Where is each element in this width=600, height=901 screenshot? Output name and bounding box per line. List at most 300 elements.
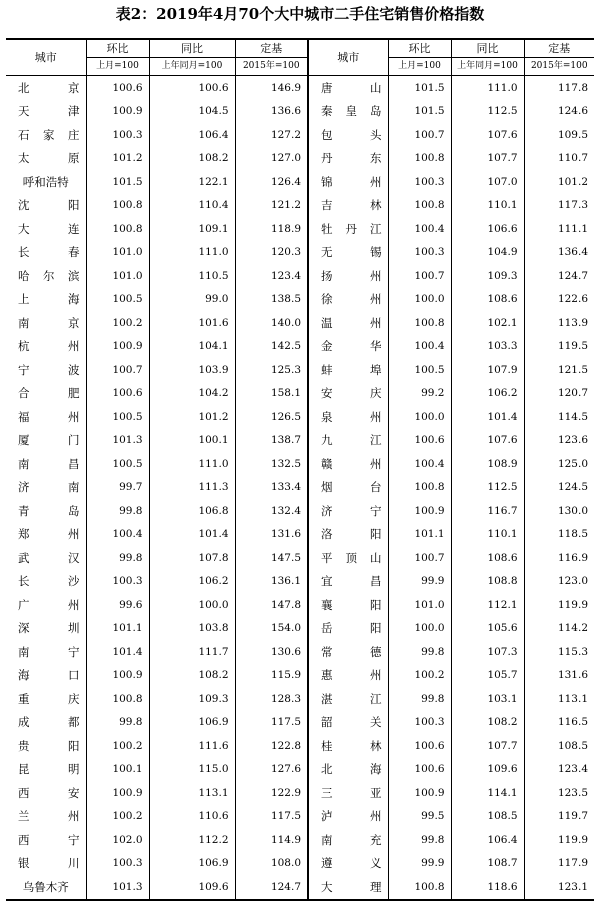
base-index: 116.9 <box>524 546 594 570</box>
city-name: 杭 州 <box>18 339 80 354</box>
table-row <box>6 687 594 711</box>
table-row <box>6 311 594 335</box>
yoy-index: 111.6 <box>149 734 235 758</box>
yoy-index: 108.8 <box>451 570 524 594</box>
city-name: 西 安 <box>18 785 80 800</box>
mom-index: 100.9 <box>388 781 451 805</box>
city-name: 吉 林 <box>308 194 388 218</box>
mom-index: 101.0 <box>86 264 149 288</box>
city-name: 宜 昌 <box>308 570 388 594</box>
base-index: 158.1 <box>235 382 308 406</box>
base-index: 117.9 <box>524 852 594 876</box>
base-index: 127.0 <box>235 147 308 171</box>
table-row <box>6 123 594 147</box>
base-index: 119.7 <box>524 805 594 829</box>
yoy-index: 100.0 <box>149 593 235 617</box>
header-city: 城市 <box>308 39 388 76</box>
base-index: 114.9 <box>235 828 308 852</box>
base-index: 126.5 <box>235 405 308 429</box>
table-row <box>6 429 594 453</box>
city-name: 石家庄 <box>18 127 80 142</box>
mom-index: 100.8 <box>86 217 149 241</box>
table-header <box>6 39 594 76</box>
yoy-index: 105.7 <box>451 664 524 688</box>
city-name: 锦 州 <box>308 170 388 194</box>
mom-index: 100.6 <box>388 758 451 782</box>
base-index: 123.4 <box>524 758 594 782</box>
yoy-index: 113.1 <box>149 781 235 805</box>
base-index: 132.4 <box>235 499 308 523</box>
yoy-index: 111.0 <box>149 241 235 265</box>
mom-index: 99.8 <box>86 546 149 570</box>
base-index: 119.9 <box>524 593 594 617</box>
base-index: 138.5 <box>235 288 308 312</box>
yoy-index: 118.6 <box>451 875 524 900</box>
table-row <box>6 476 594 500</box>
yoy-index: 111.0 <box>451 76 524 100</box>
table-row <box>6 570 594 594</box>
yoy-index: 114.1 <box>451 781 524 805</box>
mom-index: 100.8 <box>388 194 451 218</box>
mom-index: 100.9 <box>86 664 149 688</box>
header-base: 定基 <box>235 39 308 58</box>
yoy-index: 106.9 <box>149 711 235 735</box>
yoy-index: 101.6 <box>149 311 235 335</box>
city-name: 北 京 <box>18 80 80 95</box>
city-name: 襄 阳 <box>308 593 388 617</box>
table-row <box>6 358 594 382</box>
yoy-index: 104.5 <box>149 100 235 124</box>
city-name: 平顶山 <box>308 546 388 570</box>
mom-index: 101.0 <box>388 593 451 617</box>
base-index: 127.6 <box>235 758 308 782</box>
city-name: 厦 门 <box>18 433 80 448</box>
table-row <box>6 805 594 829</box>
city-name: 贵 阳 <box>18 738 80 753</box>
yoy-index: 122.1 <box>149 170 235 194</box>
base-index: 136.6 <box>235 100 308 124</box>
yoy-index: 106.4 <box>149 123 235 147</box>
mom-index: 99.5 <box>388 805 451 829</box>
base-index: 118.9 <box>235 217 308 241</box>
yoy-index: 110.1 <box>451 523 524 547</box>
base-index: 118.5 <box>524 523 594 547</box>
yoy-index: 107.6 <box>451 429 524 453</box>
city-name: 金 华 <box>308 335 388 359</box>
table-row <box>6 617 594 641</box>
base-index: 114.2 <box>524 617 594 641</box>
mom-index: 100.2 <box>86 734 149 758</box>
city-name: 沈 阳 <box>18 198 80 213</box>
base-index: 124.5 <box>524 476 594 500</box>
mom-index: 100.4 <box>388 335 451 359</box>
city-name: 南 宁 <box>18 644 80 659</box>
city-name: 银 川 <box>18 856 80 871</box>
base-index: 117.5 <box>235 805 308 829</box>
base-index: 121.2 <box>235 194 308 218</box>
base-index: 131.6 <box>235 523 308 547</box>
base-index: 123.6 <box>524 429 594 453</box>
base-index: 132.5 <box>235 452 308 476</box>
yoy-index: 109.1 <box>149 217 235 241</box>
base-index: 115.9 <box>235 664 308 688</box>
base-index: 130.6 <box>235 640 308 664</box>
table-row <box>6 194 594 218</box>
base-index: 138.7 <box>235 429 308 453</box>
table-row <box>6 875 594 900</box>
base-index: 122.9 <box>235 781 308 805</box>
mom-index: 101.5 <box>86 170 149 194</box>
mom-index: 100.4 <box>388 217 451 241</box>
mom-index: 99.8 <box>86 711 149 735</box>
mom-index: 101.4 <box>86 640 149 664</box>
yoy-index: 105.6 <box>451 617 524 641</box>
table-row <box>6 100 594 124</box>
mom-index: 100.3 <box>86 852 149 876</box>
base-index: 123.4 <box>235 264 308 288</box>
table-row <box>6 382 594 406</box>
city-name: 秦皇岛 <box>308 100 388 124</box>
base-index: 146.9 <box>235 76 308 100</box>
base-index: 122.8 <box>235 734 308 758</box>
base-index: 125.3 <box>235 358 308 382</box>
table-row <box>6 523 594 547</box>
city-name: 三 亚 <box>308 781 388 805</box>
base-index: 113.9 <box>524 311 594 335</box>
mom-index: 100.8 <box>86 687 149 711</box>
mom-index: 99.7 <box>86 476 149 500</box>
city-name: 乌鲁木齐 <box>22 879 69 894</box>
mom-index: 100.7 <box>86 358 149 382</box>
mom-index: 100.7 <box>388 546 451 570</box>
mom-index: 100.0 <box>388 288 451 312</box>
yoy-index: 111.7 <box>149 640 235 664</box>
table-row <box>6 335 594 359</box>
city-name: 北 海 <box>308 758 388 782</box>
base-index: 119.9 <box>524 828 594 852</box>
base-index: 127.2 <box>235 123 308 147</box>
mom-index: 100.8 <box>388 147 451 171</box>
city-name: 桂 林 <box>308 734 388 758</box>
city-name: 温 州 <box>308 311 388 335</box>
mom-index: 102.0 <box>86 828 149 852</box>
table-row <box>6 758 594 782</box>
base-index: 108.5 <box>524 734 594 758</box>
table-row <box>6 499 594 523</box>
mom-index: 100.8 <box>86 194 149 218</box>
yoy-index: 107.0 <box>451 170 524 194</box>
city-name: 广 州 <box>18 597 80 612</box>
city-name: 海 口 <box>18 668 80 683</box>
mom-index: 100.3 <box>86 123 149 147</box>
yoy-index: 112.5 <box>451 476 524 500</box>
city-name: 烟 台 <box>308 476 388 500</box>
yoy-index: 100.6 <box>149 76 235 100</box>
mom-index: 99.8 <box>388 687 451 711</box>
city-name: 济 宁 <box>308 499 388 523</box>
city-name: 蚌 埠 <box>308 358 388 382</box>
base-index: 120.7 <box>524 382 594 406</box>
header-mom-sub: 上月=100 <box>86 58 149 76</box>
mom-index: 100.2 <box>388 664 451 688</box>
mom-index: 99.2 <box>388 382 451 406</box>
mom-index: 100.3 <box>388 241 451 265</box>
mom-index: 100.7 <box>388 264 451 288</box>
city-name: 常 德 <box>308 640 388 664</box>
header-base: 定基 <box>524 39 594 58</box>
base-index: 133.4 <box>235 476 308 500</box>
table-body <box>6 76 594 900</box>
table-row <box>6 664 594 688</box>
mom-index: 99.9 <box>388 570 451 594</box>
mom-index: 100.6 <box>388 429 451 453</box>
base-index: 117.8 <box>524 76 594 100</box>
base-index: 122.6 <box>524 288 594 312</box>
base-index: 109.5 <box>524 123 594 147</box>
city-name: 兰 州 <box>18 809 80 824</box>
city-name: 丹 东 <box>308 147 388 171</box>
table-row <box>6 828 594 852</box>
yoy-index: 108.9 <box>451 452 524 476</box>
yoy-index: 106.2 <box>149 570 235 594</box>
base-index: 131.6 <box>524 664 594 688</box>
table-row <box>6 852 594 876</box>
city-name: 济 南 <box>18 480 80 495</box>
yoy-index: 112.2 <box>149 828 235 852</box>
header-city: 城市 <box>6 39 86 76</box>
mom-index: 100.7 <box>388 123 451 147</box>
base-index: 125.0 <box>524 452 594 476</box>
yoy-index: 106.4 <box>451 828 524 852</box>
mom-index: 100.9 <box>86 335 149 359</box>
base-index: 128.3 <box>235 687 308 711</box>
mom-index: 100.3 <box>388 170 451 194</box>
city-name: 郑 州 <box>18 527 80 542</box>
table-row <box>6 711 594 735</box>
base-index: 124.6 <box>524 100 594 124</box>
header-yoy: 同比 <box>451 39 524 58</box>
city-name: 南 充 <box>308 828 388 852</box>
base-index: 119.5 <box>524 335 594 359</box>
base-index: 124.7 <box>235 875 308 900</box>
yoy-index: 107.6 <box>451 123 524 147</box>
base-index: 126.4 <box>235 170 308 194</box>
city-name: 韶 关 <box>308 711 388 735</box>
yoy-index: 106.6 <box>451 217 524 241</box>
yoy-index: 109.3 <box>451 264 524 288</box>
yoy-index: 107.7 <box>451 734 524 758</box>
base-index: 142.5 <box>235 335 308 359</box>
yoy-index: 107.9 <box>451 358 524 382</box>
city-name: 安 庆 <box>308 382 388 406</box>
table-row <box>6 217 594 241</box>
mom-index: 100.5 <box>86 405 149 429</box>
yoy-index: 104.9 <box>451 241 524 265</box>
yoy-index: 112.5 <box>451 100 524 124</box>
table-row <box>6 241 594 265</box>
mom-index: 101.2 <box>86 147 149 171</box>
base-index: 123.0 <box>524 570 594 594</box>
yoy-index: 115.0 <box>149 758 235 782</box>
yoy-index: 101.2 <box>149 405 235 429</box>
header-yoy-sub: 上年同月=100 <box>451 58 524 76</box>
city-name: 岳 阳 <box>308 617 388 641</box>
city-name: 南 昌 <box>18 456 80 471</box>
yoy-index: 107.8 <box>149 546 235 570</box>
yoy-index: 106.9 <box>149 852 235 876</box>
city-name: 宁 波 <box>18 362 80 377</box>
mom-index: 101.3 <box>86 875 149 900</box>
base-index: 116.5 <box>524 711 594 735</box>
city-name: 西 宁 <box>18 832 80 847</box>
base-index: 147.5 <box>235 546 308 570</box>
city-name: 合 肥 <box>18 386 80 401</box>
base-index: 120.3 <box>235 241 308 265</box>
city-name: 青 岛 <box>18 503 80 518</box>
mom-index: 100.0 <box>388 405 451 429</box>
city-name: 长 春 <box>18 245 80 260</box>
yoy-index: 103.1 <box>451 687 524 711</box>
header-base-sub: 2015年=100 <box>524 58 594 76</box>
base-index: 123.1 <box>524 875 594 900</box>
yoy-index: 110.1 <box>451 194 524 218</box>
mom-index: 101.3 <box>86 429 149 453</box>
base-index: 108.0 <box>235 852 308 876</box>
mom-index: 99.9 <box>388 852 451 876</box>
table-row <box>6 76 594 100</box>
mom-index: 100.6 <box>86 382 149 406</box>
base-index: 121.5 <box>524 358 594 382</box>
city-name: 徐 州 <box>308 288 388 312</box>
mom-index: 101.1 <box>388 523 451 547</box>
city-name: 大 理 <box>308 875 388 900</box>
city-name: 昆 明 <box>18 762 80 777</box>
base-index: 140.0 <box>235 311 308 335</box>
yoy-index: 99.0 <box>149 288 235 312</box>
table-row <box>6 452 594 476</box>
mom-index: 100.3 <box>86 570 149 594</box>
yoy-index: 104.2 <box>149 382 235 406</box>
city-name: 泸 州 <box>308 805 388 829</box>
table-row <box>6 546 594 570</box>
base-index: 110.7 <box>524 147 594 171</box>
table-row <box>6 147 594 171</box>
table-row <box>6 170 594 194</box>
table-row <box>6 288 594 312</box>
table-row <box>6 264 594 288</box>
yoy-index: 116.7 <box>451 499 524 523</box>
city-name: 大 连 <box>18 221 80 236</box>
mom-index: 100.8 <box>388 476 451 500</box>
yoy-index: 107.7 <box>451 147 524 171</box>
city-name: 长 沙 <box>18 574 80 589</box>
city-name: 泉 州 <box>308 405 388 429</box>
mom-index: 99.8 <box>86 499 149 523</box>
mom-index: 101.5 <box>388 76 451 100</box>
yoy-index: 103.3 <box>451 335 524 359</box>
mom-index: 100.1 <box>86 758 149 782</box>
city-name: 深 圳 <box>18 621 80 636</box>
yoy-index: 106.8 <box>149 499 235 523</box>
city-name: 武 汉 <box>18 550 80 565</box>
city-name: 重 庆 <box>18 691 80 706</box>
base-index: 101.2 <box>524 170 594 194</box>
mom-index: 101.5 <box>388 100 451 124</box>
mom-index: 100.4 <box>86 523 149 547</box>
price-index-table <box>6 38 594 901</box>
city-name: 遵 义 <box>308 852 388 876</box>
city-name: 九 江 <box>308 429 388 453</box>
base-index: 117.3 <box>524 194 594 218</box>
city-name: 福 州 <box>18 409 80 424</box>
yoy-index: 103.8 <box>149 617 235 641</box>
table-row <box>6 734 594 758</box>
base-index: 147.8 <box>235 593 308 617</box>
base-index: 136.1 <box>235 570 308 594</box>
city-name: 赣 州 <box>308 452 388 476</box>
yoy-index: 109.3 <box>149 687 235 711</box>
base-index: 115.3 <box>524 640 594 664</box>
city-name: 太 原 <box>18 151 80 166</box>
mom-index: 99.8 <box>388 828 451 852</box>
yoy-index: 109.6 <box>451 758 524 782</box>
header-yoy-sub: 上年同月=100 <box>149 58 235 76</box>
base-index: 154.0 <box>235 617 308 641</box>
yoy-index: 108.2 <box>149 664 235 688</box>
yoy-index: 108.6 <box>451 546 524 570</box>
yoy-index: 110.5 <box>149 264 235 288</box>
header-yoy: 同比 <box>149 39 235 58</box>
base-index: 113.1 <box>524 687 594 711</box>
mom-index: 100.9 <box>86 100 149 124</box>
yoy-index: 108.5 <box>451 805 524 829</box>
city-name: 天 津 <box>18 104 80 119</box>
base-index: 117.5 <box>235 711 308 735</box>
mom-index: 100.4 <box>388 452 451 476</box>
mom-index: 101.0 <box>86 241 149 265</box>
yoy-index: 112.1 <box>451 593 524 617</box>
city-name: 无 锡 <box>308 241 388 265</box>
mom-index: 100.5 <box>388 358 451 382</box>
mom-index: 100.2 <box>86 311 149 335</box>
city-name: 包 头 <box>308 123 388 147</box>
table-row <box>6 405 594 429</box>
mom-index: 99.6 <box>86 593 149 617</box>
yoy-index: 101.4 <box>451 405 524 429</box>
yoy-index: 108.2 <box>451 711 524 735</box>
base-index: 123.5 <box>524 781 594 805</box>
yoy-index: 103.9 <box>149 358 235 382</box>
mom-index: 100.9 <box>86 781 149 805</box>
yoy-index: 108.6 <box>451 288 524 312</box>
base-index: 124.7 <box>524 264 594 288</box>
yoy-index: 111.3 <box>149 476 235 500</box>
mom-index: 100.5 <box>86 288 149 312</box>
header-mom-sub: 上月=100 <box>388 58 451 76</box>
mom-index: 100.0 <box>388 617 451 641</box>
header-base-sub: 2015年=100 <box>235 58 308 76</box>
mom-index: 100.5 <box>86 452 149 476</box>
city-name: 上 海 <box>18 292 80 307</box>
mom-index: 100.8 <box>388 311 451 335</box>
yoy-index: 101.4 <box>149 523 235 547</box>
mom-index: 100.6 <box>86 76 149 100</box>
city-name: 洛 阳 <box>308 523 388 547</box>
yoy-index: 100.1 <box>149 429 235 453</box>
city-name: 呼和浩特 <box>22 174 69 189</box>
base-index: 114.5 <box>524 405 594 429</box>
header-mom: 环比 <box>388 39 451 58</box>
